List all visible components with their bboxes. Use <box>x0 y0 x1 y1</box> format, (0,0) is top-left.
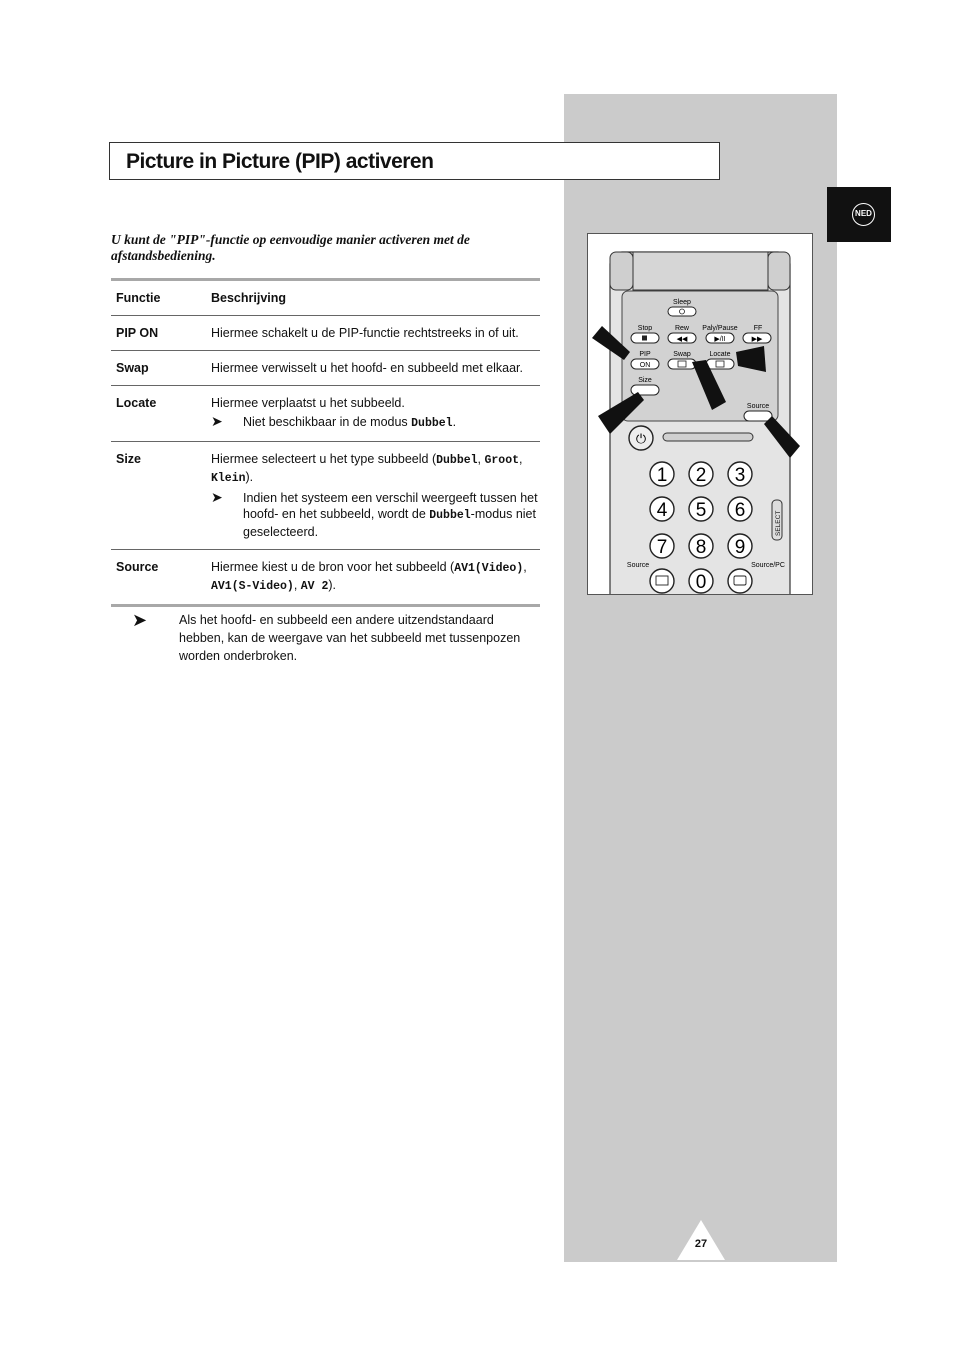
note-suffix: . <box>452 415 457 429</box>
digit-7: 7 <box>656 537 668 558</box>
row-description: Hiermee selecteert u het type subbeeld (Dubbel, Groot, Klein). <box>211 452 523 485</box>
language-label: NED <box>852 203 875 226</box>
row-function: Source <box>116 560 159 574</box>
footnote-arrow-icon: ➤ <box>132 610 148 630</box>
digit-6: 6 <box>734 500 746 521</box>
code-2: Groot <box>484 454 520 467</box>
table-row <box>111 316 540 351</box>
page-title: Picture in Picture (PIP) activeren <box>126 150 434 173</box>
source-label: Source <box>746 403 770 410</box>
digit-1: 1 <box>656 465 668 486</box>
svg-text:▶/II: ▶/II <box>714 336 726 343</box>
digit-9: 9 <box>734 537 746 558</box>
select-label: SELECT <box>775 510 782 536</box>
row-description: Hiermee verplaatst u het subbeeld. <box>211 396 405 410</box>
note-suffix: -modus niet geselecteerd. <box>243 507 536 539</box>
svg-text:◀◀: ◀◀ <box>676 336 688 343</box>
desc-prefix: Hiermee kiest u de bron voor het subbeeld ( <box>211 560 455 574</box>
play-pause-label: Paly/Pause <box>702 325 738 332</box>
code-1: Dubbel <box>436 454 478 467</box>
digit-2: 2 <box>695 465 707 486</box>
note-prefix: Niet beschikbaar in de modus <box>243 415 412 429</box>
function-table <box>111 278 540 607</box>
row-description-block <box>211 451 540 540</box>
digit-4: 4 <box>656 500 668 521</box>
intro-text: U kunt de "PIP"-functie op eenvoudige manier activeren met de afstandsbediening. <box>111 232 470 263</box>
svg-text:▶▶: ▶▶ <box>751 336 763 343</box>
row-function: Swap <box>116 361 149 375</box>
note <box>211 490 540 540</box>
digit-3: 3 <box>734 465 746 486</box>
digit-5: 5 <box>695 500 707 521</box>
table-row <box>111 442 540 550</box>
note <box>211 414 540 432</box>
pip-label: PIP <box>639 351 651 358</box>
note-text <box>243 414 456 432</box>
page-number: 27 <box>694 1238 708 1250</box>
code-2: AV1(S-Video) <box>211 580 294 593</box>
source-pc-label: Source/PC <box>751 562 785 569</box>
note-arrow-icon: ➤ <box>211 489 223 505</box>
desc-suffix: ). <box>328 578 337 592</box>
code-3: AV 2 <box>300 580 329 593</box>
row-description: Hiermee schakelt u de PIP-functie rechtstreeks in of uit. <box>211 326 519 340</box>
row-function: PIP ON <box>116 326 159 340</box>
row-function: Size <box>116 452 142 466</box>
ff-label: FF <box>753 325 763 332</box>
table-header <box>111 281 540 316</box>
note-code: Dubbel <box>411 417 453 430</box>
table-row <box>111 351 540 386</box>
digit-0: 0 <box>695 572 707 593</box>
on-label: ON <box>639 362 651 369</box>
table-row <box>111 386 540 442</box>
remote-illustration <box>587 233 813 595</box>
rew-label: Rew <box>674 325 690 332</box>
desc-prefix: Hiermee selecteert u het type subbeeld ( <box>211 452 437 466</box>
digit-8: 8 <box>695 537 707 558</box>
note-prefix: Indien het systeem een verschil weergeeft tussen het hoofd- en het subbeeld, wordt de <box>243 491 538 521</box>
language-tab <box>827 187 891 242</box>
row-function: Locate <box>116 396 157 410</box>
title-box <box>109 142 720 180</box>
code-3: Klein <box>211 472 246 485</box>
desc-suffix: ). <box>245 470 254 484</box>
row-description: Hiermee verwisselt u het hoofd- en subbeeld met elkaar. <box>211 361 523 375</box>
size-label: Size <box>638 377 652 384</box>
swap-label: Swap <box>673 351 691 358</box>
row-description-block <box>211 395 540 432</box>
stop-label: Stop <box>637 325 653 332</box>
page-number-marker <box>677 1220 725 1260</box>
note-code: Dubbel <box>429 509 471 522</box>
header-function: Functie <box>116 291 161 305</box>
svg-text:⏻: ⏻ <box>635 431 647 446</box>
note-arrow-icon: ➤ <box>211 413 223 429</box>
footnote <box>132 611 532 665</box>
row-description: Hiermee kiest u de bron voor het subbeeld (AV1(Video), AV1(S-Video), AV 2). <box>211 560 527 593</box>
locate-label: Locate <box>709 351 731 358</box>
sleep-label: Sleep <box>673 299 691 306</box>
table-row <box>111 550 540 607</box>
code-1: AV1(Video) <box>454 562 524 575</box>
footnote-text: Als het hoofd- en subbeeld een andere uitzendstandaard hebben, kan de weergave van het subbeeld met tussenpozen worden onderbroken. <box>179 613 521 663</box>
header-description: Beschrijving <box>211 291 287 305</box>
source-left-label: Source <box>626 562 650 569</box>
note-text <box>243 490 540 540</box>
remote-control-icon <box>588 234 813 595</box>
